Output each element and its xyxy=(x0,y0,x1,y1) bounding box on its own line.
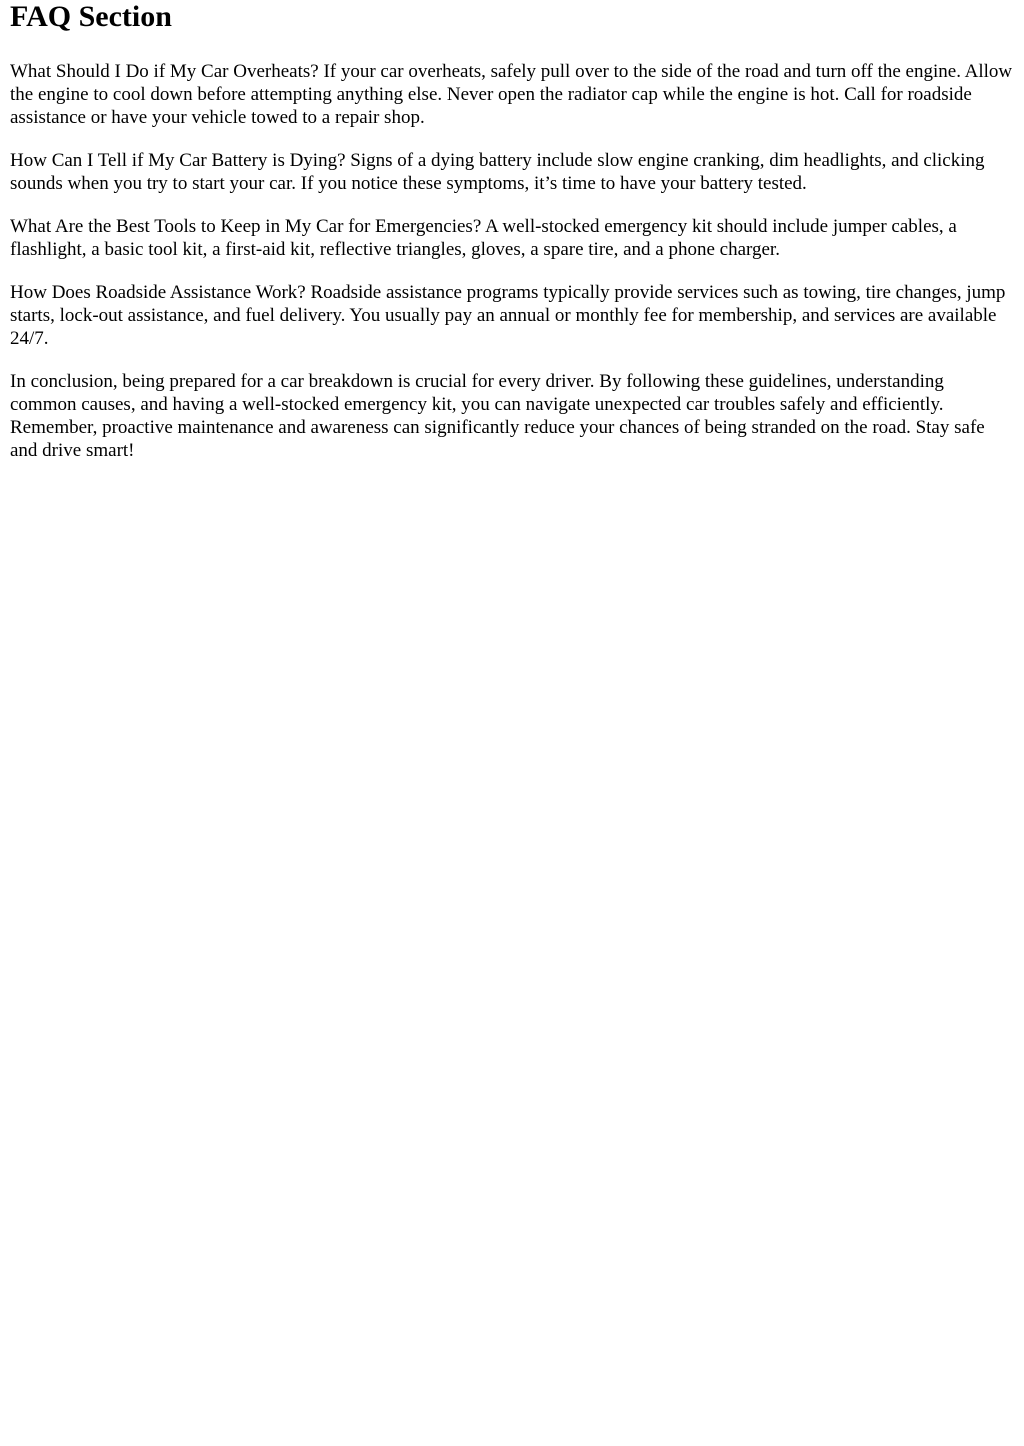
faq-item-emergency-tools xyxy=(10,215,1014,261)
faq-answer: If your car overheats, safely pull over to the side of the road and turn off the engine. Allow the engine to cool down before attempting anything else. Never open the radiator cap while the engine is hot. Call for roadside assistance or have your vehicle towed to a repair shop. xyxy=(10,61,1013,128)
faq-item-battery xyxy=(10,149,1014,195)
faq-answer: Signs of a dying battery include slow engine cranking, dim headlights, and clicking sounds when you try to start your car. If you notice these symptoms, it’s time to have your battery tested. xyxy=(10,150,985,194)
faq-answer: Roadside assistance programs typically provide services such as towing, tire changes, jump starts, lock-out assistance, and fuel delivery. You usually pay an annual or monthly fee for membership, and services are available 24/7. xyxy=(10,282,1006,349)
faq-item-overheat xyxy=(10,60,1014,129)
conclusion-paragraph: In conclusion, being prepared for a car breakdown is crucial for every driver. By following these guidelines, understanding common causes, and having a well-stocked emergency kit, you can navigate unexpected car troubles safely and efficiently. Remember, proactive maintenance and awareness can significantly reduce your chances of being stranded on the road. Stay safe and drive smart! xyxy=(10,371,985,461)
faq-answer: A well-stocked emergency kit should include jumper cables, a flashlight, a basic tool kit, a first-aid kit, reflective triangles, gloves, a spare tire, and a phone charger. xyxy=(10,216,957,260)
faq-list xyxy=(10,60,1014,462)
faq-question: How Can I Tell if My Car Battery is Dying? xyxy=(10,150,346,171)
faq-item-roadside-assistance xyxy=(10,281,1014,350)
faq-question: How Does Roadside Assistance Work? xyxy=(10,282,306,303)
page-title: FAQ Section xyxy=(10,0,172,33)
faq-question: What Are the Best Tools to Keep in My Car for Emergencies? xyxy=(10,216,482,237)
faq-question: What Should I Do if My Car Overheats? xyxy=(10,61,319,82)
